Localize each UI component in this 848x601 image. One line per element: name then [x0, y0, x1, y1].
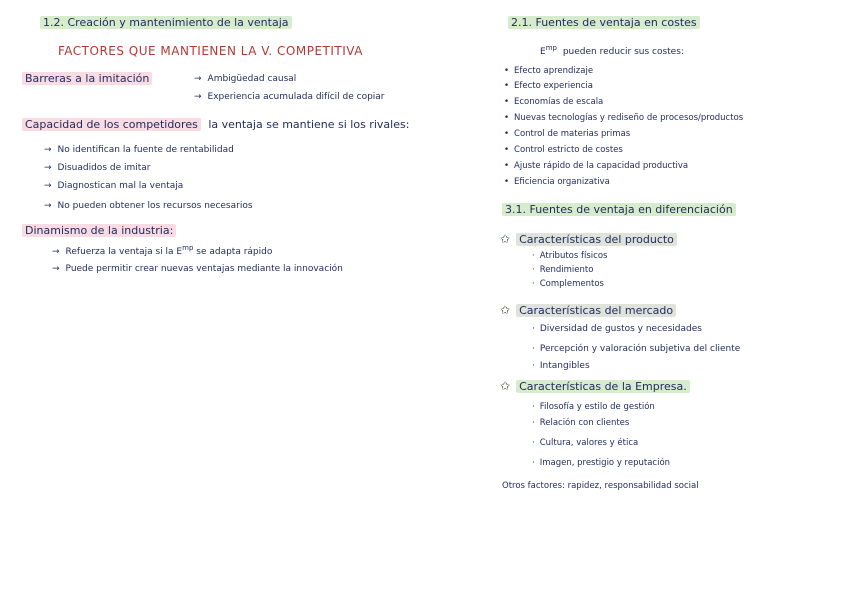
producto-item: · Complementos	[532, 279, 604, 289]
costes-item: • Ajuste rápido de la capacidad productiva	[504, 161, 689, 171]
arrow-right-icon: →	[44, 181, 52, 191]
mercado-item: · Diversidad de gustos y necesidades	[532, 324, 702, 334]
mercado-item: · Percepción y valoración subjetiva del cliente	[532, 344, 741, 354]
empresa-item: · Cultura, valores y ética	[532, 438, 639, 448]
empresa-item: · Filosofía y estilo de gestión	[532, 402, 655, 412]
capacidad-tail: la ventaja se mantiene si los rivales:	[208, 118, 410, 131]
producto-heading: ✩ Características del producto	[500, 232, 677, 247]
producto-item: · Atributos físicos	[532, 251, 608, 261]
arrow-right-icon: →	[44, 163, 52, 173]
costes-item: • Efecto aprendizaje	[504, 66, 594, 76]
star-icon: ✩	[500, 232, 511, 246]
empresa-item: · Imagen, prestigio y reputación	[532, 458, 671, 468]
arrow-right-icon: →	[44, 145, 52, 155]
star-icon: ✩	[500, 379, 511, 393]
capacidad-item: → No identifican la fuente de rentabilidad	[44, 145, 234, 155]
capacidad-item: → Diagnostican mal la ventaja	[44, 181, 184, 191]
barreras-item: → Ambigüedad causal	[194, 74, 297, 84]
factors-title: FACTORES QUE MANTIENEN LA V. COMPETITIVA	[58, 44, 363, 58]
costes-item: • Eficiencia organizativa	[504, 177, 610, 187]
dinamismo-item: → Puede permitir crear nuevas ventajas mediante la innovación	[52, 264, 343, 274]
capacidad-item: → Disuadidos de imitar	[44, 163, 151, 173]
arrow-right-icon: →	[194, 92, 202, 102]
arrow-right-icon: →	[194, 74, 202, 84]
capacidad-label: Capacidad de los competidores la ventaja se mantiene si los rivales:	[22, 118, 409, 132]
dinamismo-item: → Refuerza la ventaja si la $E^{mp}$ se adapta rápido	[52, 244, 273, 257]
costes-item: • Economías de escala	[504, 97, 604, 107]
costes-item: • Efecto experiencia	[504, 81, 593, 91]
costes-item: • Nuevas tecnologías y rediseño de procesos/productos	[504, 113, 744, 123]
costes-item: • Control de materias primas	[504, 129, 631, 139]
mercado-heading: ✩ Características del mercado	[500, 303, 676, 318]
mercado-item: · Intangibles	[532, 361, 590, 371]
empresa-item: · Relación con clientes	[532, 418, 630, 428]
producto-item: · Rendimiento	[532, 265, 594, 275]
star-icon: ✩	[500, 303, 511, 317]
section-title-2-1: 2.1. Fuentes de ventaja en costes	[508, 16, 700, 30]
barreras-item: → Experiencia acumulada difícil de copiar	[194, 92, 385, 102]
dinamismo-label: Dinamismo de la industria:	[22, 224, 176, 238]
costes-item: • Control estricto de costes	[504, 145, 623, 155]
costes-intro: $E^{mp}$ pueden reducir sus costes:	[540, 44, 684, 57]
arrow-right-icon: →	[52, 264, 60, 274]
barreras-label: Barreras a la imitación	[22, 72, 152, 86]
section-title-3-1: 3.1. Fuentes de ventaja en diferenciación	[502, 203, 736, 217]
arrow-right-icon: →	[52, 247, 60, 257]
arrow-right-icon: →	[44, 201, 52, 211]
otros-factores: Otros factores: rapidez, responsabilidad social	[502, 481, 699, 491]
section-title-1-2: 1.2. Creación y mantenimiento de la ventaja	[40, 16, 292, 30]
capacidad-item: → No pueden obtener los recursos necesarios	[44, 201, 253, 211]
empresa-heading: ✩ Características de la Empresa.	[500, 379, 690, 394]
